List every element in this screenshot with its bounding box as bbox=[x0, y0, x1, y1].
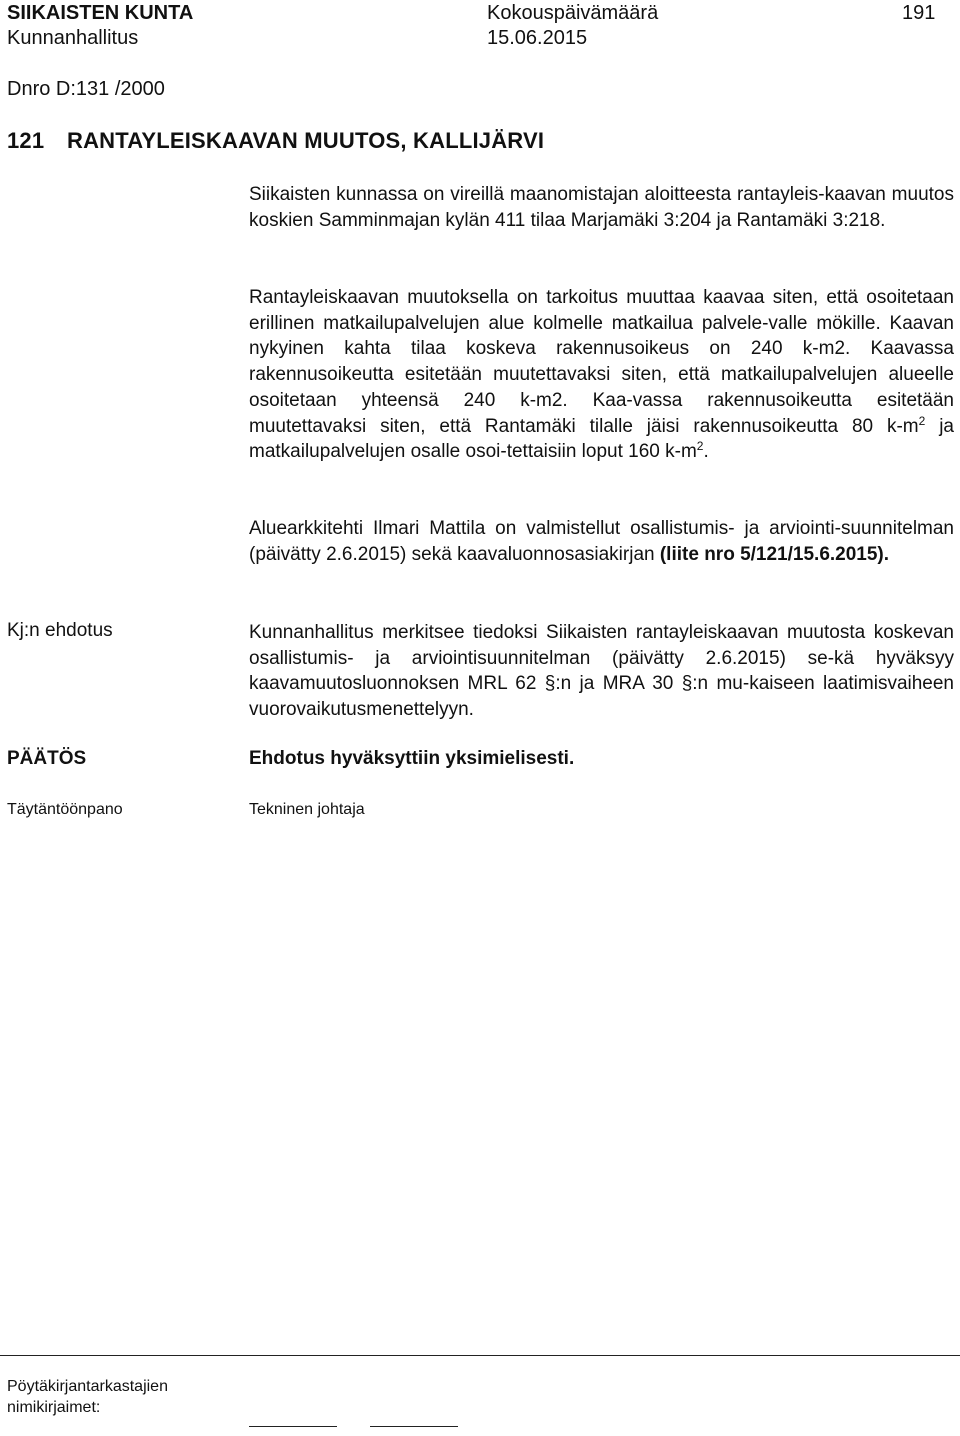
meeting-date-label: Kokouspäivämäärä bbox=[487, 2, 659, 24]
paragraph-purpose-text-b: ja matkailupalvelujen osalle osoi-tettaisiin loput 160 k-m bbox=[249, 415, 954, 463]
paragraph-preparation-text-a: Aluearkkitehti Ilmari Mattila on valmistellut osallistumis- ja arviointi-suunnitelman (päivätty 2.6.2015) sekä kaavaluonnosasiakirjan bbox=[249, 518, 954, 565]
signature-line-2 bbox=[370, 1426, 458, 1427]
dnro-reference: Dnro D:131 /2000 bbox=[7, 78, 165, 100]
section-title: RANTAYLEISKAAVAN MUUTOS, KALLIJÄRVI bbox=[67, 128, 545, 153]
footer-rule bbox=[0, 1355, 960, 1356]
superscript-2: 2 bbox=[696, 439, 704, 454]
municipality-name: SIIKAISTEN KUNTA bbox=[7, 2, 194, 24]
paragraph-background: Siikaisten kunnassa on vireillä maanomistajan aloitteesta rantayleis-kaavan muutos koskien Samminmajan kylän 411 tilaa Marjamäki 3:204 ja Rantamäki 3:218. bbox=[249, 184, 954, 231]
signers-label-line1: Pöytäkirjantarkastajien bbox=[7, 1378, 168, 1395]
superscript-2: 2 bbox=[918, 413, 926, 428]
section-number: 121 bbox=[7, 128, 45, 153]
paragraph-purpose bbox=[249, 285, 954, 465]
signers-label-line2: nimikirjaimet: bbox=[7, 1399, 101, 1416]
proposal-label: Kj:n ehdotus bbox=[7, 620, 113, 641]
page-number: 191 bbox=[902, 2, 936, 24]
execution-label: Täytäntöönpano bbox=[7, 801, 123, 818]
paragraph-preparation-text-c: . bbox=[883, 543, 890, 565]
signature-line-1 bbox=[249, 1426, 337, 1427]
paragraph-purpose-text-a: Rantayleiskaavan muutoksella on tarkoitus muuttaa kaavaa siten, että osoitetaan erillinen matkailupalvelujen alue kolmelle matkailua palvele-valle mökille. Kaavan nykyinen kahta tilaa koskeva rakennusoikeus on 240 k-m2. Kaavassa rakennusoikeutta esitetään muutettavaksi siten, että matkailupalvelujen alueelle osoitetaan yhteensä 240 k-m2. Kaa-vassa rakennusoikeutta esitetään muutettavaksi siten, että Rantamäki tilalle jäisi rakennusoikeutta 80 k-m bbox=[249, 287, 954, 437]
decision-label: PÄÄTÖS bbox=[7, 748, 87, 769]
execution-value: Tekninen johtaja bbox=[249, 801, 365, 818]
decision-text: Ehdotus hyväksyttiin yksimielisesti. bbox=[249, 748, 575, 769]
paragraph-preparation bbox=[249, 516, 954, 567]
meeting-date: 15.06.2015 bbox=[487, 27, 588, 49]
attachment-reference: (liite nro 5/121/15.6.2015) bbox=[659, 543, 884, 565]
body-name: Kunnanhallitus bbox=[7, 27, 139, 49]
paragraph-purpose-text-c: . bbox=[703, 441, 709, 463]
proposal-text: Kunnanhallitus merkitsee tiedoksi Siikaisten rantayleiskaavan muutosta koskevan osallistumis- ja arviointisuunnitelman (päivätty 2.6.2015) se-kä hyväksyy kaavamuutosluonnoksen MRL 62 §:n ja MRA 30 §:n mu-kaiseen laatimisvaiheen vuorovaikutusmenettelyyn. bbox=[249, 622, 954, 721]
